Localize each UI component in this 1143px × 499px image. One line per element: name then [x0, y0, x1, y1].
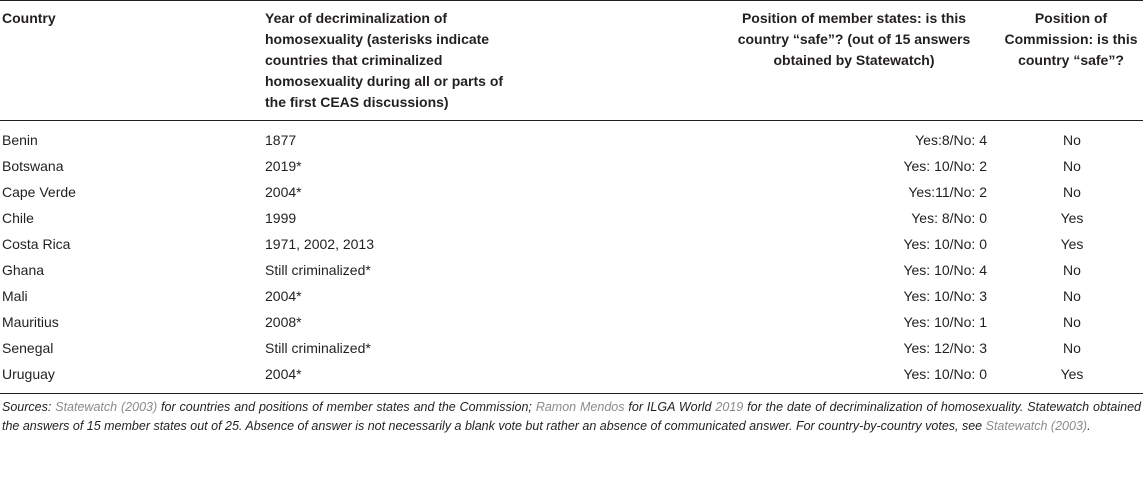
table-header: [0, 1, 1143, 121]
header-decriminalization-year-text: Year of decriminalization of homosexuality (asterisks indicate countries that criminalized homosexuality during all or parts of the first CEAS discussions): [265, 10, 504, 110]
cell-country: Senegal: [2, 340, 54, 356]
cell-year: Still criminalized*: [265, 340, 371, 356]
header-decriminalization-year: [265, 1, 635, 121]
header-member-states-position: [635, 1, 989, 121]
cell-commission: No: [1063, 184, 1081, 200]
cell-year: 2008*: [265, 314, 302, 330]
cell-member-states: Yes: 10/No: 4: [903, 262, 987, 278]
reference-link-ramon-mendos[interactable]: Ramon Mendos: [535, 400, 625, 414]
table-row: [0, 309, 1143, 335]
cell-member-states: Yes: 8/No: 0: [911, 210, 987, 226]
table-row: [0, 283, 1143, 309]
footnote-text: for the date of decriminalization of homosexuality. Statewatch obtained the answers of 15 member states out of 25. Absence of answer is not necessarily a blank vote but rather an absence of communicated answer. For country-by-country votes, see: [2, 400, 1141, 433]
footnote-text: for countries and positions of member states and the Commission;: [157, 400, 536, 414]
cell-member-states: Yes: 10/No: 2: [903, 158, 987, 174]
cell-commission: No: [1063, 340, 1081, 356]
cell-commission: Yes: [1060, 210, 1084, 226]
cell-commission: No: [1063, 314, 1081, 330]
cell-commission: No: [1063, 132, 1081, 148]
table-row: [0, 179, 1143, 205]
table-row: [0, 361, 1143, 394]
header-commission-position: [989, 1, 1143, 121]
cell-country: Cape Verde: [2, 184, 76, 200]
table-row: [0, 121, 1143, 154]
header-commission-position-text: Position of Commission: is this country “safe”?: [1004, 10, 1138, 68]
table-row: [0, 257, 1143, 283]
table-body: [0, 121, 1143, 394]
cell-year: 1877: [265, 132, 297, 148]
cell-year: Still criminalized*: [265, 262, 371, 278]
footnote-text: for ILGA World: [624, 400, 716, 414]
table-row: [0, 153, 1143, 179]
cell-country: Mali: [2, 288, 28, 304]
cell-commission: No: [1063, 262, 1081, 278]
reference-link-statewatch[interactable]: Statewatch (2003): [55, 400, 158, 414]
cell-member-states: Yes: 10/No: 3: [903, 288, 987, 304]
cell-year: 2004*: [265, 288, 302, 304]
cell-country: Mauritius: [2, 314, 59, 330]
cell-year: 2019*: [265, 158, 302, 174]
table-footnote: [0, 394, 1143, 436]
cell-commission: Yes: [1060, 366, 1084, 382]
header-country-text: Country: [2, 10, 56, 26]
header-member-states-position-text: Position of member states: is this country “safe”? (out of 15 answers obtained by Statewatch): [737, 10, 971, 68]
cell-commission: No: [1063, 158, 1081, 174]
cell-country: Costa Rica: [2, 236, 71, 252]
cell-year: 2004*: [265, 366, 302, 382]
cell-commission: No: [1063, 288, 1081, 304]
cell-member-states: Yes: 10/No: 0: [903, 366, 987, 382]
cell-member-states: Yes: 10/No: 0: [903, 236, 987, 252]
cell-commission: Yes: [1060, 236, 1084, 252]
reference-link-2019[interactable]: 2019: [715, 400, 744, 414]
cell-country: Uruguay: [2, 366, 55, 382]
reference-link-statewatch-2[interactable]: Statewatch (2003): [985, 419, 1088, 433]
cell-year: 1999: [265, 210, 297, 226]
header-row: [0, 1, 1143, 121]
cell-country: Botswana: [2, 158, 64, 174]
cell-year: 1971, 2002, 2013: [265, 236, 374, 252]
cell-country: Chile: [2, 210, 34, 226]
header-country: [0, 1, 265, 121]
table-row: [0, 335, 1143, 361]
cell-country: Ghana: [2, 262, 45, 278]
cell-country: Benin: [2, 132, 38, 148]
footnote-text: .: [1087, 419, 1091, 433]
cell-member-states: Yes: 12/No: 3: [903, 340, 987, 356]
cell-member-states: Yes:11/No: 2: [908, 184, 987, 200]
table-row: [0, 205, 1143, 231]
cell-member-states: Yes: 10/No: 1: [903, 314, 987, 330]
footnote-text: Sources:: [2, 400, 56, 414]
table-row: [0, 231, 1143, 257]
cell-member-states: Yes:8/No: 4: [915, 132, 987, 148]
cell-year: 2004*: [265, 184, 302, 200]
